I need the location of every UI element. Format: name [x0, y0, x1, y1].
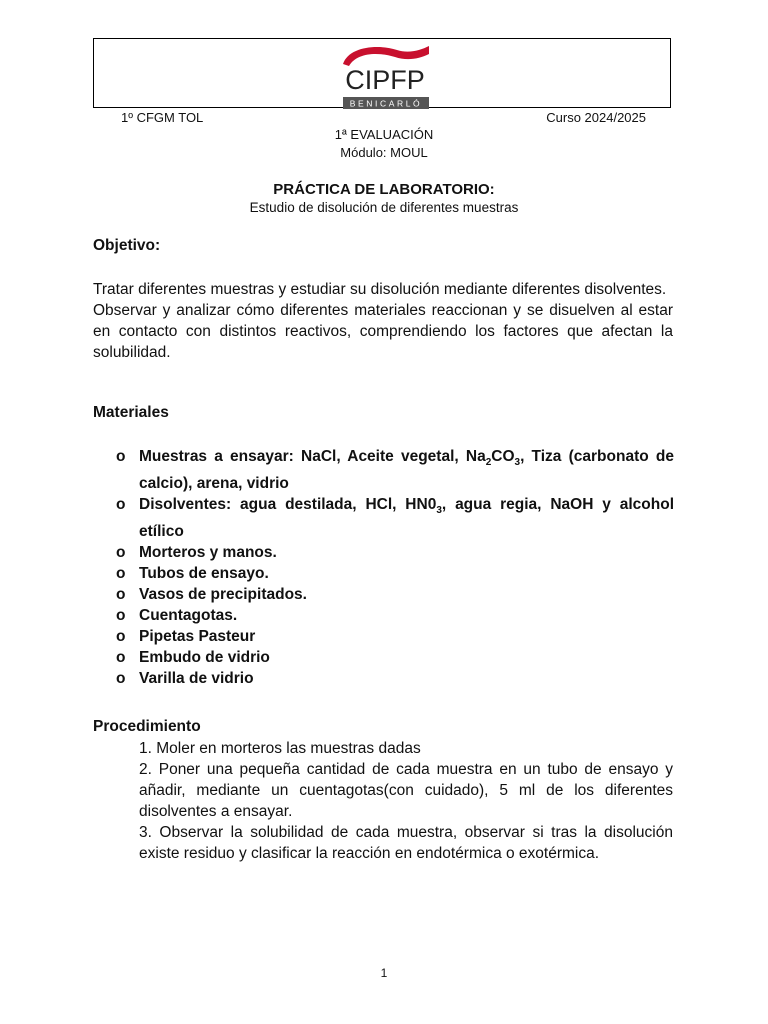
materiales-heading: Materiales	[93, 404, 169, 421]
procedure-step: 2. Poner una pequeña cantidad de cada muestra en un tubo de ensayo y añadir, mediante un cuentagotas(con cuidado), 5 ml de los diferentes disolventes a ensayar.	[139, 761, 673, 820]
objetivo-paragraph: Observar y analizar cómo diferentes materiales reaccionan y se disuelven al estar en contacto con distintos reactivos, comprendiendo los factores que afectan la solubilidad.	[93, 302, 673, 361]
list-item: o Varilla de vidrio	[116, 670, 254, 688]
document-subtitle: Estudio de disolución de diferentes muestras	[249, 200, 519, 215]
page-number: 1	[380, 966, 388, 980]
list-item: o Vasos de precipitados.	[116, 586, 307, 604]
list-item: o Cuentagotas.	[116, 607, 238, 625]
objetivo-heading: Objetivo:	[93, 237, 161, 254]
bullet-icon: o	[116, 628, 126, 646]
list-item: o Embudo de vidrio	[116, 649, 270, 667]
bullet-icon: o	[116, 649, 126, 667]
procedimiento-steps	[139, 738, 673, 864]
logo-text: CIPFP	[345, 65, 425, 95]
module: Módulo: MOUL	[340, 145, 428, 160]
course-year: Curso 2024/2025	[546, 110, 646, 125]
bullet-icon: o	[116, 544, 126, 562]
bullet-icon: o	[116, 496, 126, 514]
document-title: PRÁCTICA DE LABORATORIO:	[273, 181, 495, 198]
logo-subtext: BENICARLÓ	[349, 98, 423, 109]
procedure-step: 1. Moler en morteros las muestras dadas	[139, 740, 421, 757]
list-item: o Muestras a ensayar: NaCl, Aceite vegetal, $Na_2CO_3$, Tiza (carbonato de calcio), arena, vidrio	[116, 448, 674, 493]
list-item: o Pipetas Pasteur	[116, 628, 256, 646]
logo-swoosh-icon	[343, 46, 429, 66]
list-item: o Tubos de ensayo.	[116, 565, 269, 583]
procedure-step: 3. Observar la solubilidad de cada muestra, observar si tras la disolución existe residuo y clasificar la reacción en endotérmica o exotérmica.	[139, 824, 673, 862]
bullet-icon: o	[116, 607, 126, 625]
header-box	[93, 38, 671, 108]
materiales-list	[116, 446, 674, 689]
evaluation: 1ª EVALUACIÓN	[334, 127, 434, 142]
bullet-icon: o	[116, 448, 126, 465]
procedimiento-heading: Procedimiento	[93, 718, 201, 735]
objetivo-text	[93, 279, 673, 363]
cipfp-logo	[339, 42, 431, 110]
course-group: 1º CFGM TOL	[121, 110, 204, 125]
bullet-icon: o	[116, 565, 126, 583]
list-item: o Morteros y manos.	[116, 544, 277, 562]
list-item: o Disolventes: agua destilada, HCl, $HN0_3$, agua regia, NaOH y alcohol etílico	[116, 496, 675, 541]
bullet-icon: o	[116, 586, 126, 604]
bullet-icon: o	[116, 670, 126, 688]
objetivo-paragraph: Tratar diferentes muestras y estudiar su disolución mediante diferentes disolventes.	[93, 281, 667, 298]
